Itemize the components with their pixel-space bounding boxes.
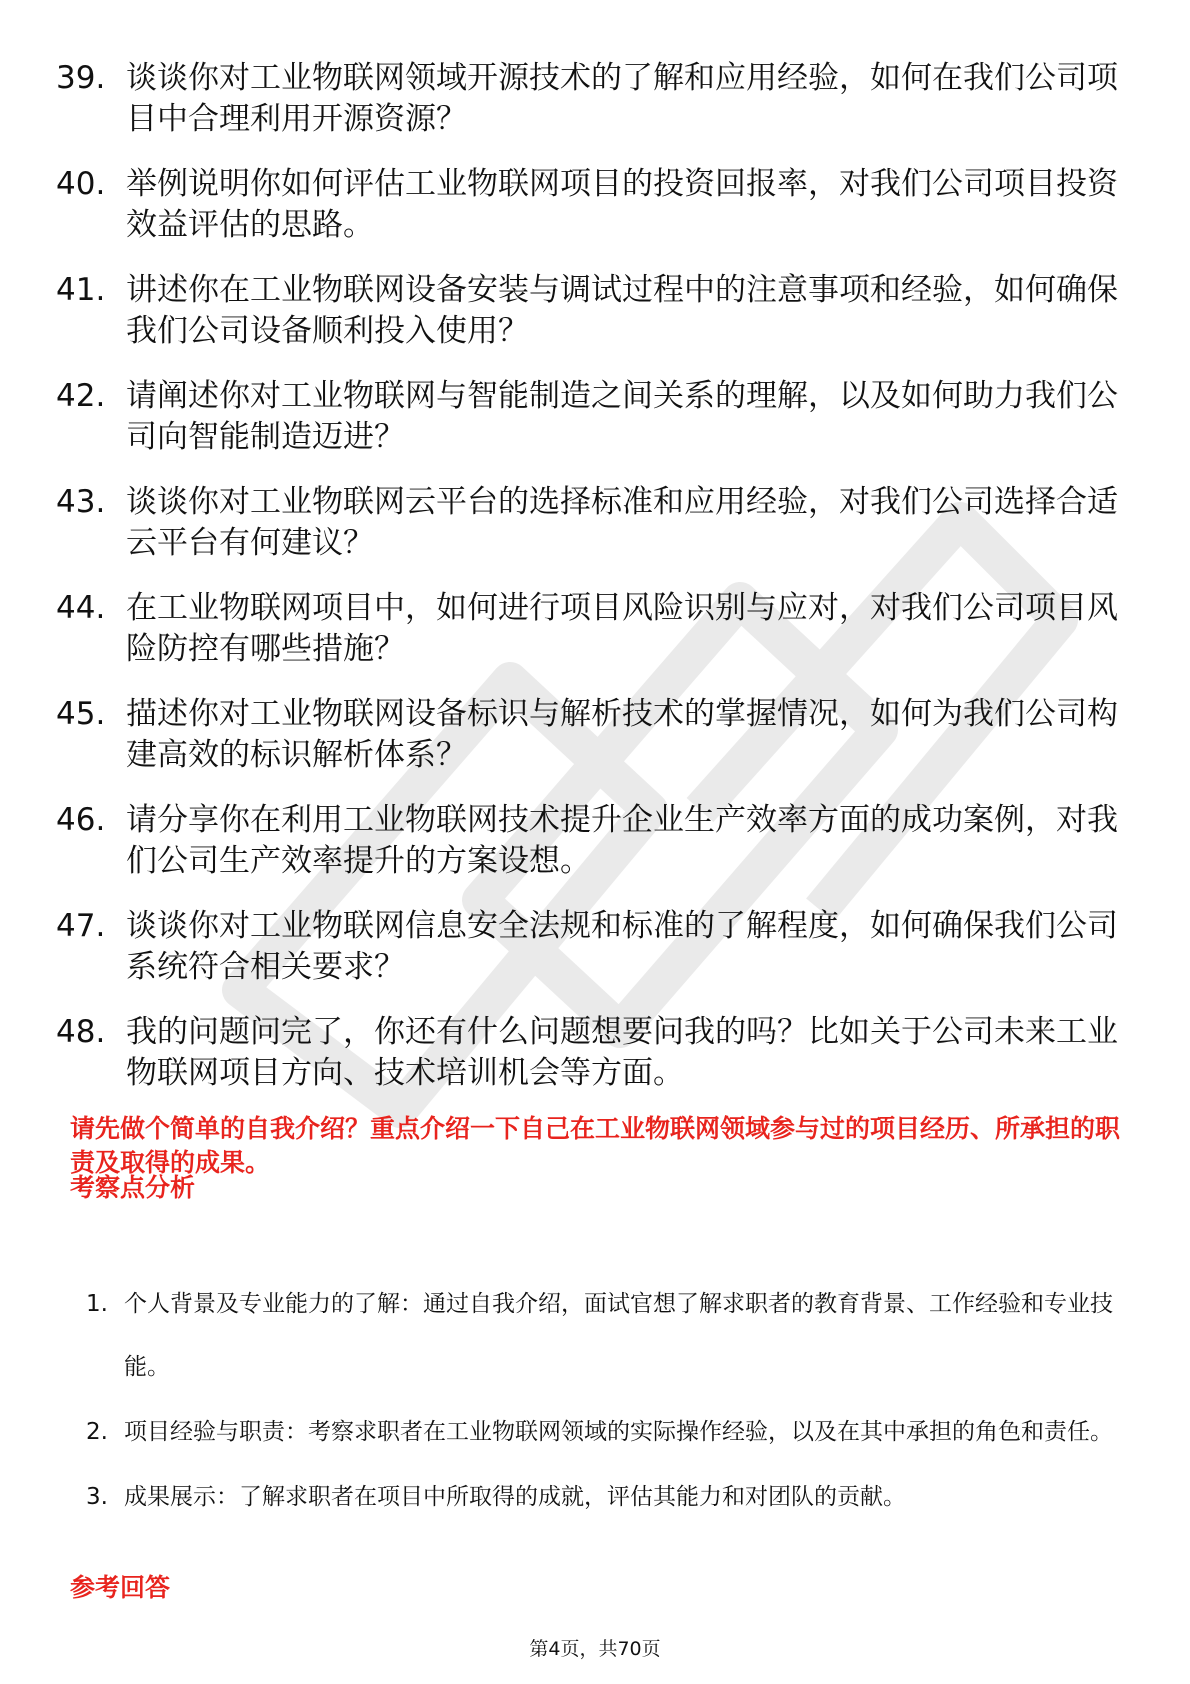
page-footer: 第4页，共70页 bbox=[529, 1638, 661, 1660]
question-number: 46. bbox=[56, 802, 106, 838]
question-text: 谈谈你对工业物联网领域开源技术的了解和应用经验，如何在我们公司项目中合理利用开源资源？ bbox=[126, 60, 1118, 137]
question-text: 谈谈你对工业物联网信息安全法规和标准的了解程度，如何确保我们公司系统符合相关要求？ bbox=[126, 908, 1118, 985]
analysis-point bbox=[86, 1466, 1136, 1529]
question-text: 描述你对工业物联网设备标识与解析技术的掌握情况，如何为我们公司构建高效的标识解析体系？ bbox=[126, 696, 1118, 773]
question-item bbox=[56, 588, 1136, 670]
question-item bbox=[56, 270, 1136, 352]
question-item bbox=[56, 376, 1136, 458]
question-number: 43. bbox=[56, 484, 106, 520]
question-text: 我的问题问完了，你还有什么问题想要问我的吗？比如关于公司未来工业物联网项目方向、技术培训机会等方面。 bbox=[126, 1014, 1118, 1091]
question-text: 在工业物联网项目中，如何进行项目风险识别与应对，对我们公司项目风险防控有哪些措施？ bbox=[126, 590, 1118, 667]
question-number: 41. bbox=[56, 272, 106, 308]
question-item bbox=[56, 164, 1136, 246]
question-text: 请分享你在利用工业物联网技术提升企业生产效率方面的成功案例，对我们公司生产效率提升的方案设想。 bbox=[126, 802, 1118, 879]
analysis-point bbox=[86, 1401, 1136, 1464]
question-text: 举例说明你如何评估工业物联网项目的投资回报率，对我们公司项目投资效益评估的思路。 bbox=[126, 166, 1118, 243]
point-number: 2. bbox=[86, 1419, 108, 1445]
question-number: 42. bbox=[56, 378, 106, 414]
analysis-point bbox=[86, 1273, 1136, 1399]
question-text: 请阐述你对工业物联网与智能制造之间关系的理解，以及如何助力我们公司向智能制造迈进？ bbox=[126, 378, 1118, 455]
question-number: 48. bbox=[56, 1014, 106, 1050]
question-number: 44. bbox=[56, 590, 106, 626]
point-number: 3. bbox=[86, 1484, 108, 1510]
question-number: 40. bbox=[56, 166, 106, 202]
question-item bbox=[56, 58, 1136, 140]
question-list bbox=[56, 58, 1136, 1118]
question-item bbox=[56, 800, 1136, 882]
question-item bbox=[56, 482, 1136, 564]
question-text: 讲述你在工业物联网设备安装与调试过程中的注意事项和经验，如何确保我们公司设备顺利投入使用？ bbox=[126, 272, 1118, 349]
question-text: 谈谈你对工业物联网云平台的选择标准和应用经验，对我们公司选择合适云平台有何建议？ bbox=[126, 484, 1118, 561]
point-text: 成果展示：了解求职者在项目中所取得的成就，评估其能力和对团队的贡献。 bbox=[124, 1484, 906, 1510]
analysis-heading: 考察点分析 bbox=[70, 1173, 196, 1202]
question-number: 47. bbox=[56, 908, 106, 944]
reference-heading: 参考回答 bbox=[70, 1573, 171, 1602]
highlight-question: 请先做个简单的自我介绍？重点介绍一下自己在工业物联网领域参与过的项目经历、所承担的职责及取得的成果。 bbox=[70, 1114, 1121, 1177]
point-number: 1. bbox=[86, 1291, 108, 1317]
question-number: 45. bbox=[56, 696, 106, 732]
point-text: 个人背景及专业能力的了解：通过自我介绍，面试官想了解求职者的教育背景、工作经验和专业技能。 bbox=[124, 1291, 1113, 1380]
analysis-points bbox=[86, 1273, 1136, 1531]
point-text: 项目经验与职责：考察求职者在工业物联网领域的实际操作经验，以及在其中承担的角色和责任。 bbox=[124, 1419, 1113, 1445]
question-item bbox=[56, 694, 1136, 776]
question-number: 39. bbox=[56, 60, 106, 96]
question-item bbox=[56, 906, 1136, 988]
question-item bbox=[56, 1012, 1136, 1094]
